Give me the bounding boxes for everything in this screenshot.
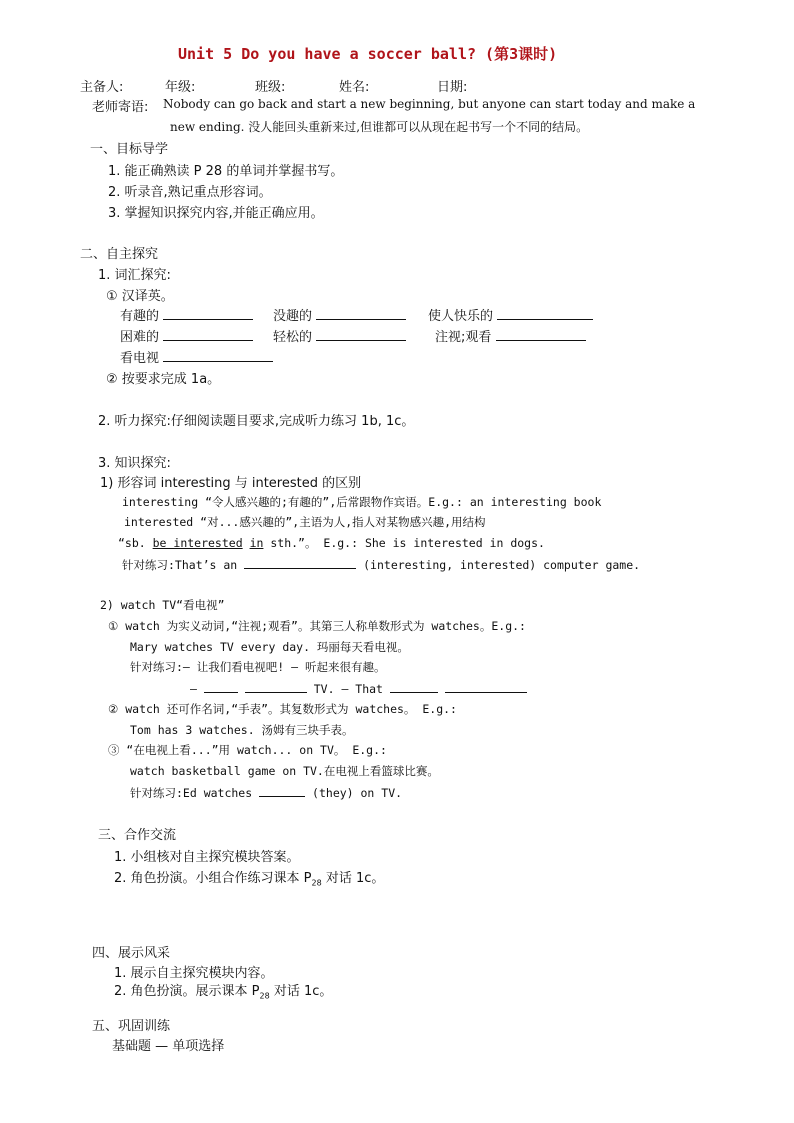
answer-blank[interactable] — [445, 680, 527, 693]
knowledge-1-practice: 针对练习:That’s an (interesting, interested) computer game. — [122, 558, 641, 572]
field-grade: 年级: — [165, 80, 196, 95]
knowledge-2-item-1: ① watch 为实义动词,“注视;观看”。其第三人称单数形式为 watches。E.g.: — [108, 619, 526, 633]
answer-blank[interactable] — [204, 680, 238, 693]
answer-blank[interactable] — [259, 784, 305, 797]
knowledge-1-line-2: interested “对...感兴趣的”,主语为人,指人对某物感兴趣,用结构 — [124, 515, 486, 529]
section-3-heading: 三、合作交流 — [98, 828, 177, 843]
section-2-heading: 二、自主探究 — [80, 247, 159, 262]
knowledge-2-item-1-example: Mary watches TV every day. 玛丽每天看电视。 — [130, 640, 409, 654]
knowledge-2-item-1-practice: 针对练习:— 让我们看电视吧! — 听起来很有趣。 — [130, 660, 386, 674]
answer-blank[interactable] — [163, 328, 253, 341]
section-3-item-2: 2. 角色扮演。小组合作练习课本 $P_{28}$ 对话 1c。 — [114, 871, 385, 888]
field-date: 日期: — [437, 80, 468, 95]
vocab-word-difficult: 困难的 — [120, 326, 253, 345]
vocab-word-boring: 没趣的 — [273, 305, 406, 324]
page-title: Unit 5 Do you have a soccer ball? (第3课时) — [178, 45, 558, 63]
section-3-item-1: 1. 小组核对自主探究模块答案。 — [114, 850, 300, 865]
vocab-word-fun: 使人快乐的 — [428, 305, 593, 324]
teacher-label: 老师寄语: — [92, 100, 149, 115]
field-class: 班级: — [255, 80, 286, 95]
section-5-sub: 基础题 — 单项选择 — [112, 1039, 225, 1054]
knowledge-1-line-1: interesting “令人感兴趣的;有趣的”,后常跟物作宾语。E.g.: an interesting book — [122, 495, 602, 509]
listening-task: 2. 听力探究:仔细阅读题目要求,完成听力练习 1b, 1c。 — [98, 414, 415, 429]
knowledge-2-item-1-answer: — TV. — That — [190, 680, 527, 696]
section-1-item-2: 2. 听录音,熟记重点形容词。 — [108, 185, 272, 200]
section-1-item-3: 3. 掌握知识探究内容,并能正确应用。 — [108, 206, 324, 221]
vocab-word-watch-tv: 看电视 — [120, 347, 273, 366]
knowledge-2-item-2-example: Tom has 3 watches. 汤姆有三块手表。 — [130, 723, 354, 737]
knowledge-heading: 3. 知识探究: — [98, 456, 171, 471]
teacher-message-line2: new ending. 没人能回头重新来过,但谁都可以从现在起书写一个不同的结局。 — [170, 120, 589, 134]
knowledge-2-item-3: ③ “在电视上看...”用 watch... on TV。 E.g.: — [108, 743, 387, 757]
answer-blank[interactable] — [163, 349, 273, 362]
knowledge-2-heading: 2) watch TV“看电视” — [100, 598, 225, 612]
answer-blank[interactable] — [245, 680, 307, 693]
knowledge-2-item-3-practice: 针对练习:Ed watches (they) on TV. — [130, 786, 403, 800]
answer-blank[interactable] — [316, 307, 406, 320]
answer-blank[interactable] — [163, 307, 253, 320]
section-4-heading: 四、展示风采 — [92, 946, 171, 961]
vocab-word-relaxing: 轻松的 — [273, 326, 406, 345]
vocab-sub-2: ② 按要求完成 1a。 — [106, 372, 221, 387]
teacher-message-line1: Nobody can go back and start a new beginning, but anyone can start today and make a — [163, 97, 696, 111]
section-4-item-1: 1. 展示自主探究模块内容。 — [114, 966, 274, 981]
knowledge-2-item-2: ② watch 还可作名词,“手表”。其复数形式为 watches。 E.g.: — [108, 702, 457, 716]
answer-blank[interactable] — [497, 307, 593, 320]
section-5-heading: 五、巩固训练 — [92, 1019, 171, 1034]
knowledge-1-line-3: “sb. be interested in sth.”。 E.g.: She is interested in dogs. — [118, 536, 545, 550]
vocab-word-interesting: 有趣的 — [120, 305, 253, 324]
field-preparer: 主备人: — [80, 80, 124, 95]
knowledge-2-item-3-example: watch basketball game on TV.在电视上看篮球比赛。 — [130, 764, 439, 778]
vocab-sub-1: ① 汉译英。 — [106, 289, 174, 304]
answer-blank[interactable] — [316, 328, 406, 341]
vocab-word-watch: 注视;观看 — [435, 326, 586, 345]
section-4-item-2: 2. 角色扮演。展示课本 $P_{28}$ 对话 1c。 — [114, 984, 333, 1001]
field-name: 姓名: — [339, 80, 370, 95]
knowledge-1-heading: 1) 形容词 interesting 与 interested 的区别 — [100, 476, 362, 491]
section-1-item-1: 1. 能正确熟读 P 28 的单词并掌握书写。 — [108, 164, 344, 179]
answer-blank[interactable] — [496, 328, 586, 341]
section-1-heading: 一、目标导学 — [90, 142, 169, 157]
vocab-heading: 1. 词汇探究: — [98, 268, 171, 283]
answer-blank[interactable] — [244, 556, 356, 569]
answer-blank[interactable] — [390, 680, 438, 693]
